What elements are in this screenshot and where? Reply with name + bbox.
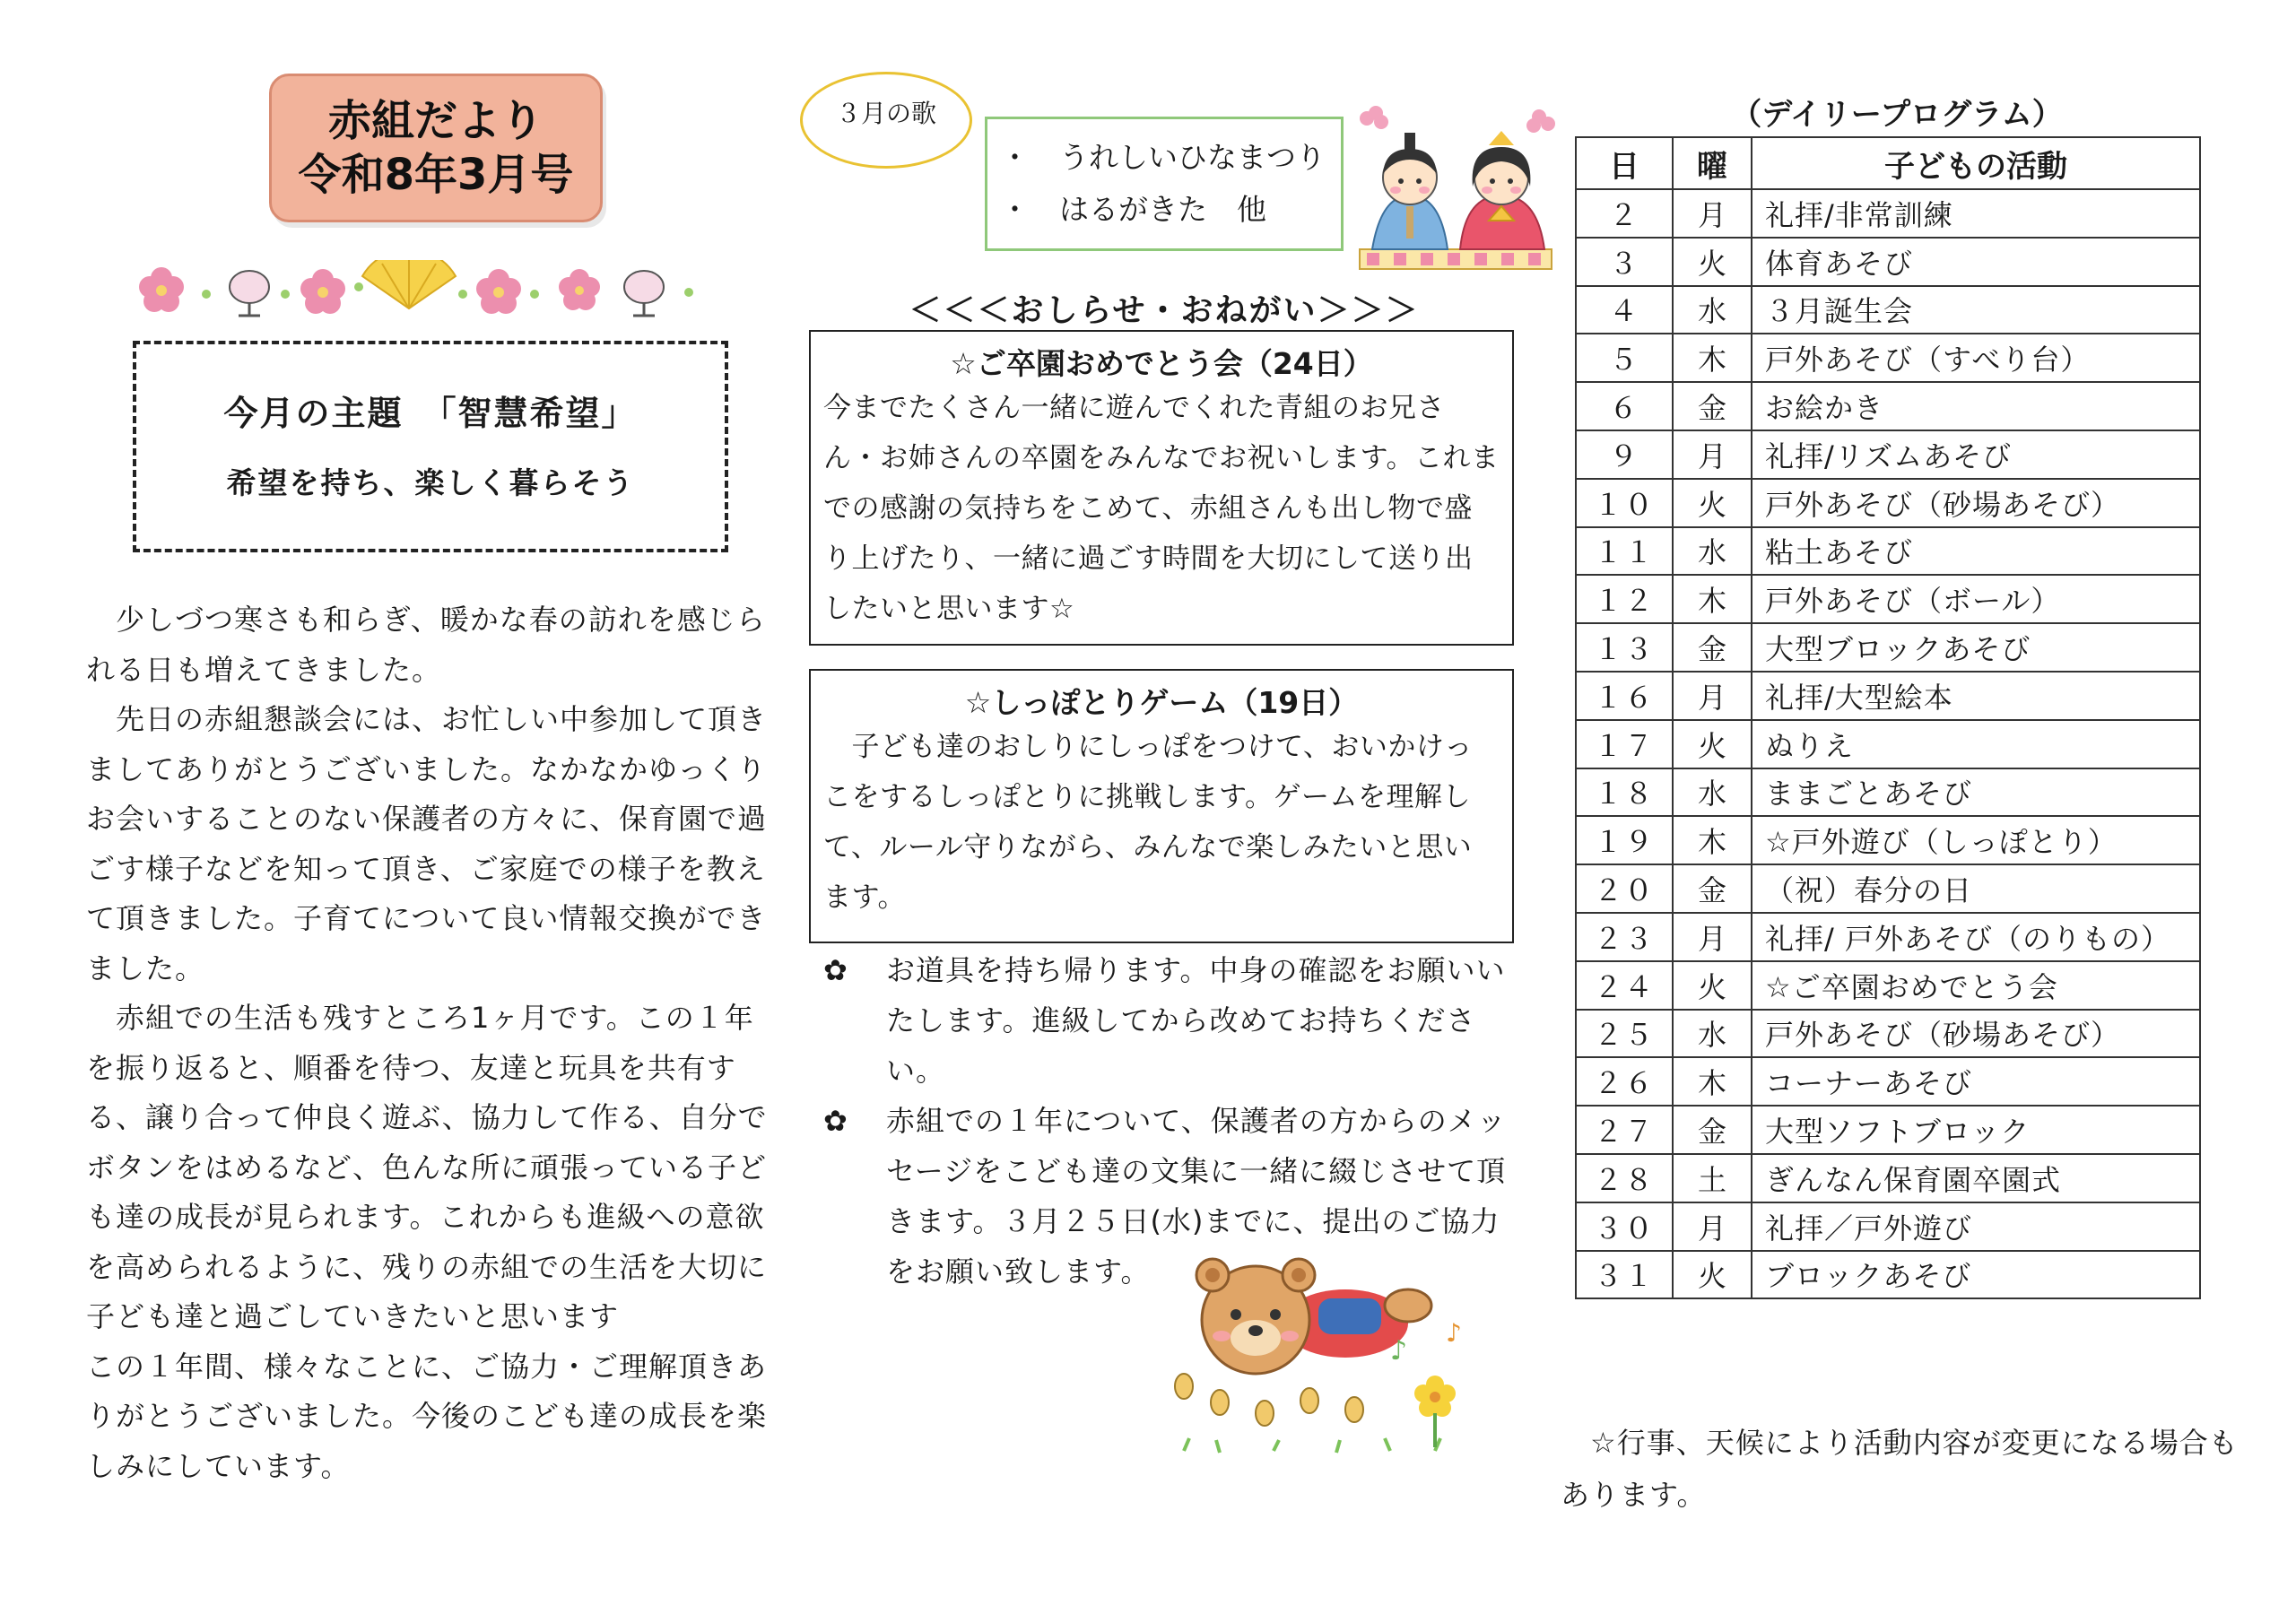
activity-cell: 戸外あそび（すべり台） xyxy=(1752,334,2200,382)
table-row xyxy=(1576,479,2200,527)
activity-cell: ３月誕生会 xyxy=(1752,286,2200,334)
song-label xyxy=(800,72,972,169)
date-cell: ２８ xyxy=(1576,1154,1673,1202)
weekday-cell: 金 xyxy=(1673,1106,1752,1154)
notice-title: ☆ご卒園おめでとう会（24日） xyxy=(950,346,1373,381)
graduation-party-notice xyxy=(809,330,1514,646)
table-row xyxy=(1576,1154,2200,1202)
letter-paragraph: この１年間、様々なことに、ご協力・ご理解頂きありがとうございました。今後のこども達の成長を楽しみにしています。 xyxy=(86,1349,768,1483)
activity-cell: 礼拝／戸外遊び xyxy=(1752,1202,2200,1251)
table-row xyxy=(1576,1057,2200,1106)
date-cell: ２０ xyxy=(1576,864,1673,913)
newsletter-title xyxy=(269,74,603,222)
activity-cell: 大型ソフトブロック xyxy=(1752,1106,2200,1154)
weekday-cell: 火 xyxy=(1673,720,1752,768)
note-text: 赤組での１年について、保護者の方からのメッセージをこども達の文集に一緒に綴じさせて頂きます。３月２５日(水)までに、提出のご協力をお願い致します。 xyxy=(886,1104,1507,1289)
song-item: ・ はるがきた 他 xyxy=(1000,192,1266,227)
activity-cell: （祝）春分の日 xyxy=(1752,864,2200,913)
notice-title: ☆しっぽとりゲーム（19日） xyxy=(964,685,1359,720)
activity-cell: 戸外あそび（ボール） xyxy=(1752,575,2200,623)
table-row xyxy=(1576,672,2200,720)
daily-program-table xyxy=(1575,136,2201,1299)
date-cell: ９ xyxy=(1576,430,1673,479)
date-cell: ４ xyxy=(1576,286,1673,334)
table-row xyxy=(1576,1202,2200,1251)
teacher-letter xyxy=(86,595,768,1491)
weekday-cell: 水 xyxy=(1673,1010,1752,1058)
letter-paragraph: 少しづつ寒さも和らぎ、暖かな春の訪れを感じられる日も増えてきました。 xyxy=(86,603,766,687)
table-row xyxy=(1576,864,2200,913)
notice-body: 子ども達のおしりにしっぽをつけて、おいかけっこをするしっぽとりに挑戦します。ゲームを理解して、ルール守りながら、みんなで楽しみたいと思います。 xyxy=(823,731,1473,914)
activity-cell: コーナーあそび xyxy=(1752,1057,2200,1106)
activity-cell: 体育あそび xyxy=(1752,238,2200,286)
activity-cell: 礼拝/ 戸外あそび（のりもの） xyxy=(1752,913,2200,961)
weekday-cell: 月 xyxy=(1673,913,1752,961)
weekday-cell: 火 xyxy=(1673,479,1752,527)
weekday-cell: 土 xyxy=(1673,1154,1752,1202)
program-footnote: ☆行事、天候により活動内容が変更になる場合もあります。 xyxy=(1561,1426,2239,1512)
table-row xyxy=(1576,1251,2200,1299)
table-row xyxy=(1576,623,2200,672)
table-row xyxy=(1576,334,2200,382)
table-row xyxy=(1576,527,2200,576)
decoration-row xyxy=(124,260,716,319)
date-cell: １６ xyxy=(1576,672,1673,720)
table-row xyxy=(1576,768,2200,817)
activity-cell: ままごとあそび xyxy=(1752,768,2200,817)
monthly-theme-box xyxy=(133,341,728,552)
bear-illustration xyxy=(1166,1243,1489,1458)
title-line2: 令和8年3月号 xyxy=(298,150,574,200)
folding-fan-icon xyxy=(362,260,456,308)
weekday-cell: 火 xyxy=(1673,961,1752,1010)
svg-text:♪: ♪ xyxy=(1446,1318,1462,1348)
bonbori-lantern-icon xyxy=(624,271,664,316)
weekday-cell: 月 xyxy=(1673,189,1752,238)
theme-subtitle: 希望を持ち、楽しく暮らそう xyxy=(226,465,635,500)
daily-program-body xyxy=(1576,189,2200,1298)
weekday-cell: 金 xyxy=(1673,382,1752,430)
weekday-cell: 木 xyxy=(1673,334,1752,382)
table-header-row xyxy=(1576,137,2200,189)
date-cell: １８ xyxy=(1576,768,1673,817)
date-cell: ３０ xyxy=(1576,1202,1673,1251)
date-cell: ５ xyxy=(1576,334,1673,382)
daily-program-heading: （デイリープログラム） xyxy=(1731,97,2063,133)
hina-dolls-illustration xyxy=(1354,106,1557,276)
date-cell: １９ xyxy=(1576,816,1673,864)
plum-blossom-icon xyxy=(476,269,521,314)
table-row xyxy=(1576,1010,2200,1058)
weekday-cell: 金 xyxy=(1673,864,1752,913)
weekday-cell: 金 xyxy=(1673,623,1752,672)
table-row xyxy=(1576,1106,2200,1154)
date-cell: １３ xyxy=(1576,623,1673,672)
weekday-cell: 月 xyxy=(1673,430,1752,479)
date-cell: ２３ xyxy=(1576,913,1673,961)
activity-cell: お絵かき xyxy=(1752,382,2200,430)
table-row xyxy=(1576,189,2200,238)
song-item: ・ うれしいひなまつり xyxy=(1000,140,1326,175)
date-cell: １７ xyxy=(1576,720,1673,768)
flower-bullet-icon: ✿ xyxy=(823,1104,848,1138)
svg-text:♪: ♪ xyxy=(1390,1335,1408,1367)
date-cell: ２７ xyxy=(1576,1106,1673,1154)
weekday-cell: 木 xyxy=(1673,816,1752,864)
table-row xyxy=(1576,575,2200,623)
table-row xyxy=(1576,382,2200,430)
plum-blossom-icon xyxy=(300,269,345,314)
date-cell: ２６ xyxy=(1576,1057,1673,1106)
activity-cell: 礼拝/非常訓練 xyxy=(1752,189,2200,238)
activity-cell: ぎんなん保育園卒園式 xyxy=(1752,1154,2200,1202)
activity-cell: 大型ブロックあそび xyxy=(1752,623,2200,672)
table-row xyxy=(1576,238,2200,286)
date-cell: ２ xyxy=(1576,189,1673,238)
title-line1: 赤組だより xyxy=(327,96,544,146)
activity-cell: ☆ご卒園おめでとう会 xyxy=(1752,961,2200,1010)
activity-cell: 礼拝/大型絵本 xyxy=(1752,672,2200,720)
bonbori-lantern-icon xyxy=(230,271,269,316)
column-header-activity: 子どもの活動 xyxy=(1752,137,2200,189)
activity-cell: 礼拝/リズムあそび xyxy=(1752,430,2200,479)
weekday-cell: 月 xyxy=(1673,672,1752,720)
theme-title: 今月の主題 「智慧希望」 xyxy=(223,394,638,433)
weekday-cell: 木 xyxy=(1673,575,1752,623)
plum-blossom-icon xyxy=(559,269,600,310)
date-cell: ６ xyxy=(1576,382,1673,430)
activity-cell: ブロックあそび xyxy=(1752,1251,2200,1299)
table-row xyxy=(1576,961,2200,1010)
weekday-cell: 月 xyxy=(1673,1202,1752,1251)
activity-cell: 戸外あそび（砂場あそび） xyxy=(1752,1010,2200,1058)
date-cell: ２５ xyxy=(1576,1010,1673,1058)
column-header-date: 日 xyxy=(1576,137,1673,189)
plum-blossom-icon xyxy=(139,267,184,312)
date-cell: １０ xyxy=(1576,479,1673,527)
notice-body: 今までたくさん一緒に遊んでくれた青組のお兄さん・お姉さんの卒園をみんなでお祝いします。これまでの感謝の気持ちをこめて、赤組さんも出し物で盛り上げたり、一緒に過ごす時間を大切にして送り出したいと思います☆ xyxy=(823,392,1500,625)
weekday-cell: 木 xyxy=(1673,1057,1752,1106)
letter-paragraph: 赤組での生活も残すところ1ヶ月です。この１年を振り返ると、順番を待つ、友達と玩具を共有する、譲り合って仲良く遊ぶ、協力して作る、自分でボタンをはめるなど、色んな所に頑張っている子ども達の成長が見られます。これからも進級への意欲を高められるように、残りの赤組での生活を大切に子ども達と過ごしていきたいと思います xyxy=(86,1001,768,1333)
date-cell: ３ xyxy=(1576,238,1673,286)
date-cell: １２ xyxy=(1576,575,1673,623)
tail-tag-game-notice xyxy=(809,669,1514,943)
weekday-cell: 水 xyxy=(1673,527,1752,576)
flower-bullet-icon: ✿ xyxy=(823,953,848,987)
date-cell: １１ xyxy=(1576,527,1673,576)
note-text: お道具を持ち帰ります。中身の確認をお願いいたします。進級してから改めてお持ちください。 xyxy=(886,953,1506,1088)
letter-paragraph: 先日の赤組懇談会には、お忙しい中参加して頂きましてありがとうございました。なかなかゆっくりお会いすることのない保護者の方々に、保育園で過ごす様子などを知って頂き、ご家庭での様子を教えて頂きました。子育てについて良い情報交換ができました。 xyxy=(86,702,768,985)
column-header-weekday: 曜 xyxy=(1673,137,1752,189)
activity-cell: 戸外あそび（砂場あそび） xyxy=(1752,479,2200,527)
song-list xyxy=(985,117,1344,251)
date-cell: ３１ xyxy=(1576,1251,1673,1299)
weekday-cell: 火 xyxy=(1673,238,1752,286)
table-row xyxy=(1576,430,2200,479)
notices-heading: ＜＜＜おしらせ・おねがい＞＞＞ xyxy=(909,292,1420,329)
weekday-cell: 水 xyxy=(1673,768,1752,817)
table-row xyxy=(1576,720,2200,768)
activity-cell: ぬりえ xyxy=(1752,720,2200,768)
song-label-text: ３月の歌 xyxy=(835,99,936,128)
note-item xyxy=(823,945,1514,1096)
table-row xyxy=(1576,913,2200,961)
activity-cell: 粘土あそび xyxy=(1752,527,2200,576)
weekday-cell: 火 xyxy=(1673,1251,1752,1299)
table-row xyxy=(1576,286,2200,334)
weekday-cell: 水 xyxy=(1673,286,1752,334)
activity-cell: ☆戸外遊び（しっぽとり） xyxy=(1752,816,2200,864)
date-cell: ２４ xyxy=(1576,961,1673,1010)
table-row xyxy=(1576,816,2200,864)
